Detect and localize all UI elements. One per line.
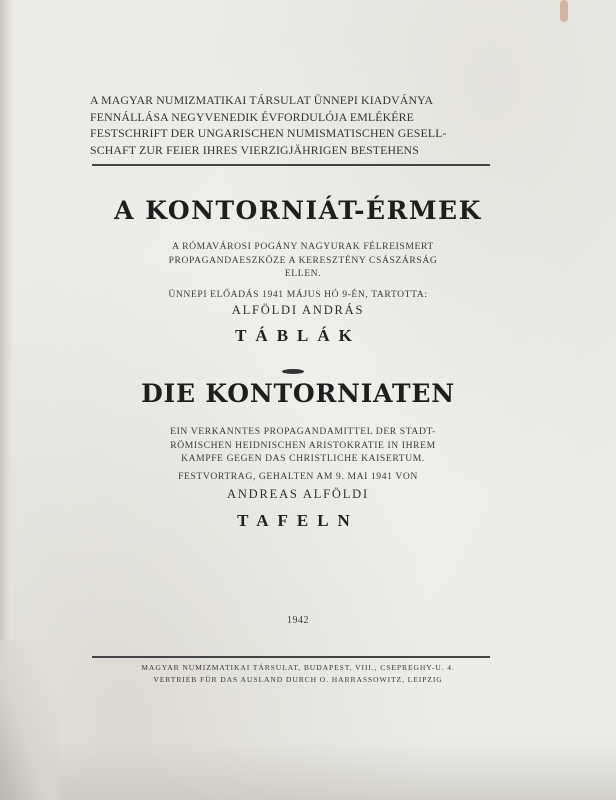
hungarian-plates-label: TÁBLÁK [235,326,361,345]
imprint-line: MAGYAR NUMIZMATIKAI TÁRSULAT, BUDAPEST, VIII., CSEPREGHY-U. 4. [141,663,455,672]
german-plates-label: TAFELN [237,511,359,530]
series-line: SCHAFT ZUR FEIER IHRES VIERZIGJÄHRIGEN BESTEHENS [90,142,419,157]
stain-mark [560,0,568,22]
series-line: FENNÁLLÁSA NEGYVENEDIK ÉVFORDULÓJA EMLÉKÉRE [90,109,414,124]
hungarian-subtitle-line: ELLEN. [284,268,322,279]
series-line: A MAGYAR NUMIZMATIKAI TÁRSULAT ÜNNEPI KIADVÁNYA [90,93,434,107]
publisher-imprint [80,662,516,686]
imprint-line: VERTRIEB FÜR DAS AUSLAND DURCH O. HARRASSOWITZ, LEIPZIG [153,675,443,684]
hungarian-title: A KONTORNIÁT-ÉRMEK [114,196,482,225]
publication-year: 1942 [287,615,309,626]
top-rule [92,164,490,166]
german-subtitle [110,425,496,466]
series-line: FESTSCHRIFT DER UNGARISCHEN NUMISMATISCHEN GESELL- [90,126,447,140]
hungarian-subtitle [110,240,496,281]
german-title: DIE KONTORNIATEN [141,379,455,408]
worn-bottom-edge [0,740,616,800]
german-subtitle-line: EIN VERKANNTES PROPAGANDAMITTEL DER STADT- [170,426,436,437]
german-lecture-note: FESTVORTRAG, GEHALTEN AM 9. MAI 1941 VON [178,471,418,482]
hungarian-subtitle-line: PROPAGANDAESZKÖZE A KERESZTÉNY CSÁSZÁRSÁG [168,254,438,266]
german-subtitle-line: KAMPFE GEGEN DAS CHRISTLICHE KAISERTUM. [181,453,425,464]
german-subtitle-line: RÖMISCHEN HEIDNISCHEN ARISTOKRATIE IN IHREM [170,439,436,451]
bottom-rule [92,656,490,658]
series-heading [90,92,506,158]
hungarian-author: ALFÖLDI ANDRÁS [231,303,365,317]
hungarian-subtitle-line: A RÓMAVÁROSI POGÁNY NAGYURAK FÉLREISMERT [172,241,434,252]
torn-corner [0,640,60,800]
german-author: ANDREAS ALFÖLDI [227,487,369,501]
ornament-divider [281,368,305,374]
hungarian-lecture-note: ÜNNEPI ELŐADÁS 1941 MÁJUS HÓ 9-ÉN, TARTOTTA: [168,289,428,300]
